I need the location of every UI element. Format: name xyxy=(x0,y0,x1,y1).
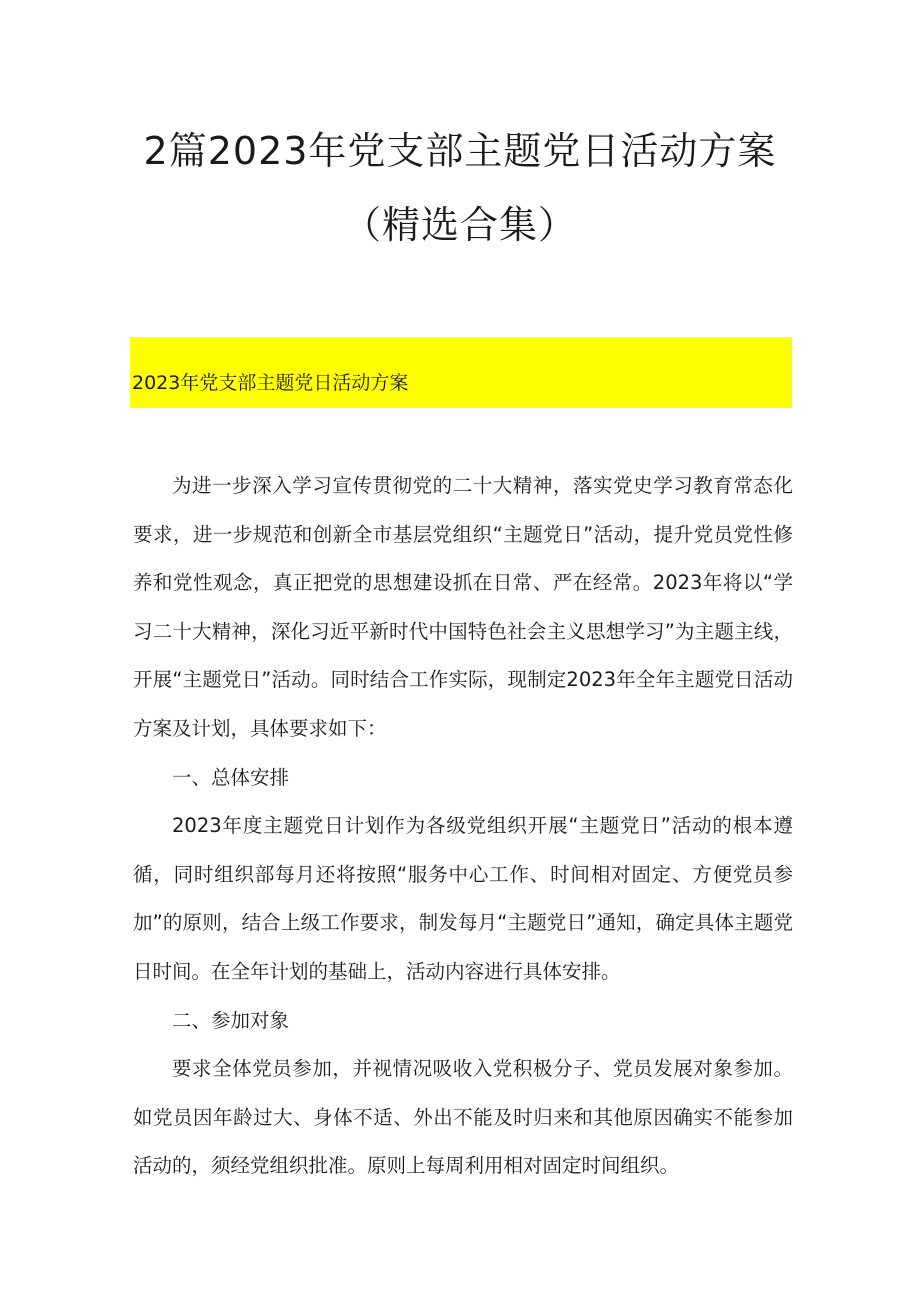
section-heading: 2023年党支部主题党日活动方案 xyxy=(132,372,409,394)
arrangement-paragraph: 2023年度主题党日计划作为各级党组织开展“主题党日”活动的根本遵循，同时组织部每月还将按照“服务中心工作、时间相对固定、方便党员参加”的原则，结合上级工作要求，制发每月“主题党日”通知，确定具体主题党日时间。在全年计划的基础上，活动内容进行具体安排。 xyxy=(133,814,793,983)
participants-paragraph: 要求全体党员参加，并视情况吸收入党积极分子、党员发展对象参加。如党员因年龄过大、身体不适、外出不能及时归来和其他原因确实不能参加活动的，须经党组织批准。原则上每周利用相对固定时间组织。 xyxy=(133,1057,793,1178)
document-title: 2篇2023年党支部主题党日活动方案 xyxy=(143,129,777,173)
section-heading-banner xyxy=(130,337,792,408)
document-body xyxy=(133,462,793,1191)
document-subtitle: （精选合集） xyxy=(342,203,577,247)
heading-overall-arrangement: 一、总体安排 xyxy=(172,765,290,789)
intro-paragraph: 为进一步深入学习宣传贯彻党的二十大精神，落实党史学习教育常态化要求，进一步规范和创新全市基层党组织“主题党日”活动，提升党员党性修养和党性观念，真正把党的思想建设抓在日常、严在经常。2023年将以“学习二十大精神，深化习近平新时代中国特色社会主义思想学习”为主题主线，开展“主题党日”活动。同时结合工作实际，现制定2023年全年主题党日活动方案及计划，具体要求如下： xyxy=(133,474,793,740)
heading-participants: 二、参加对象 xyxy=(172,1008,290,1032)
